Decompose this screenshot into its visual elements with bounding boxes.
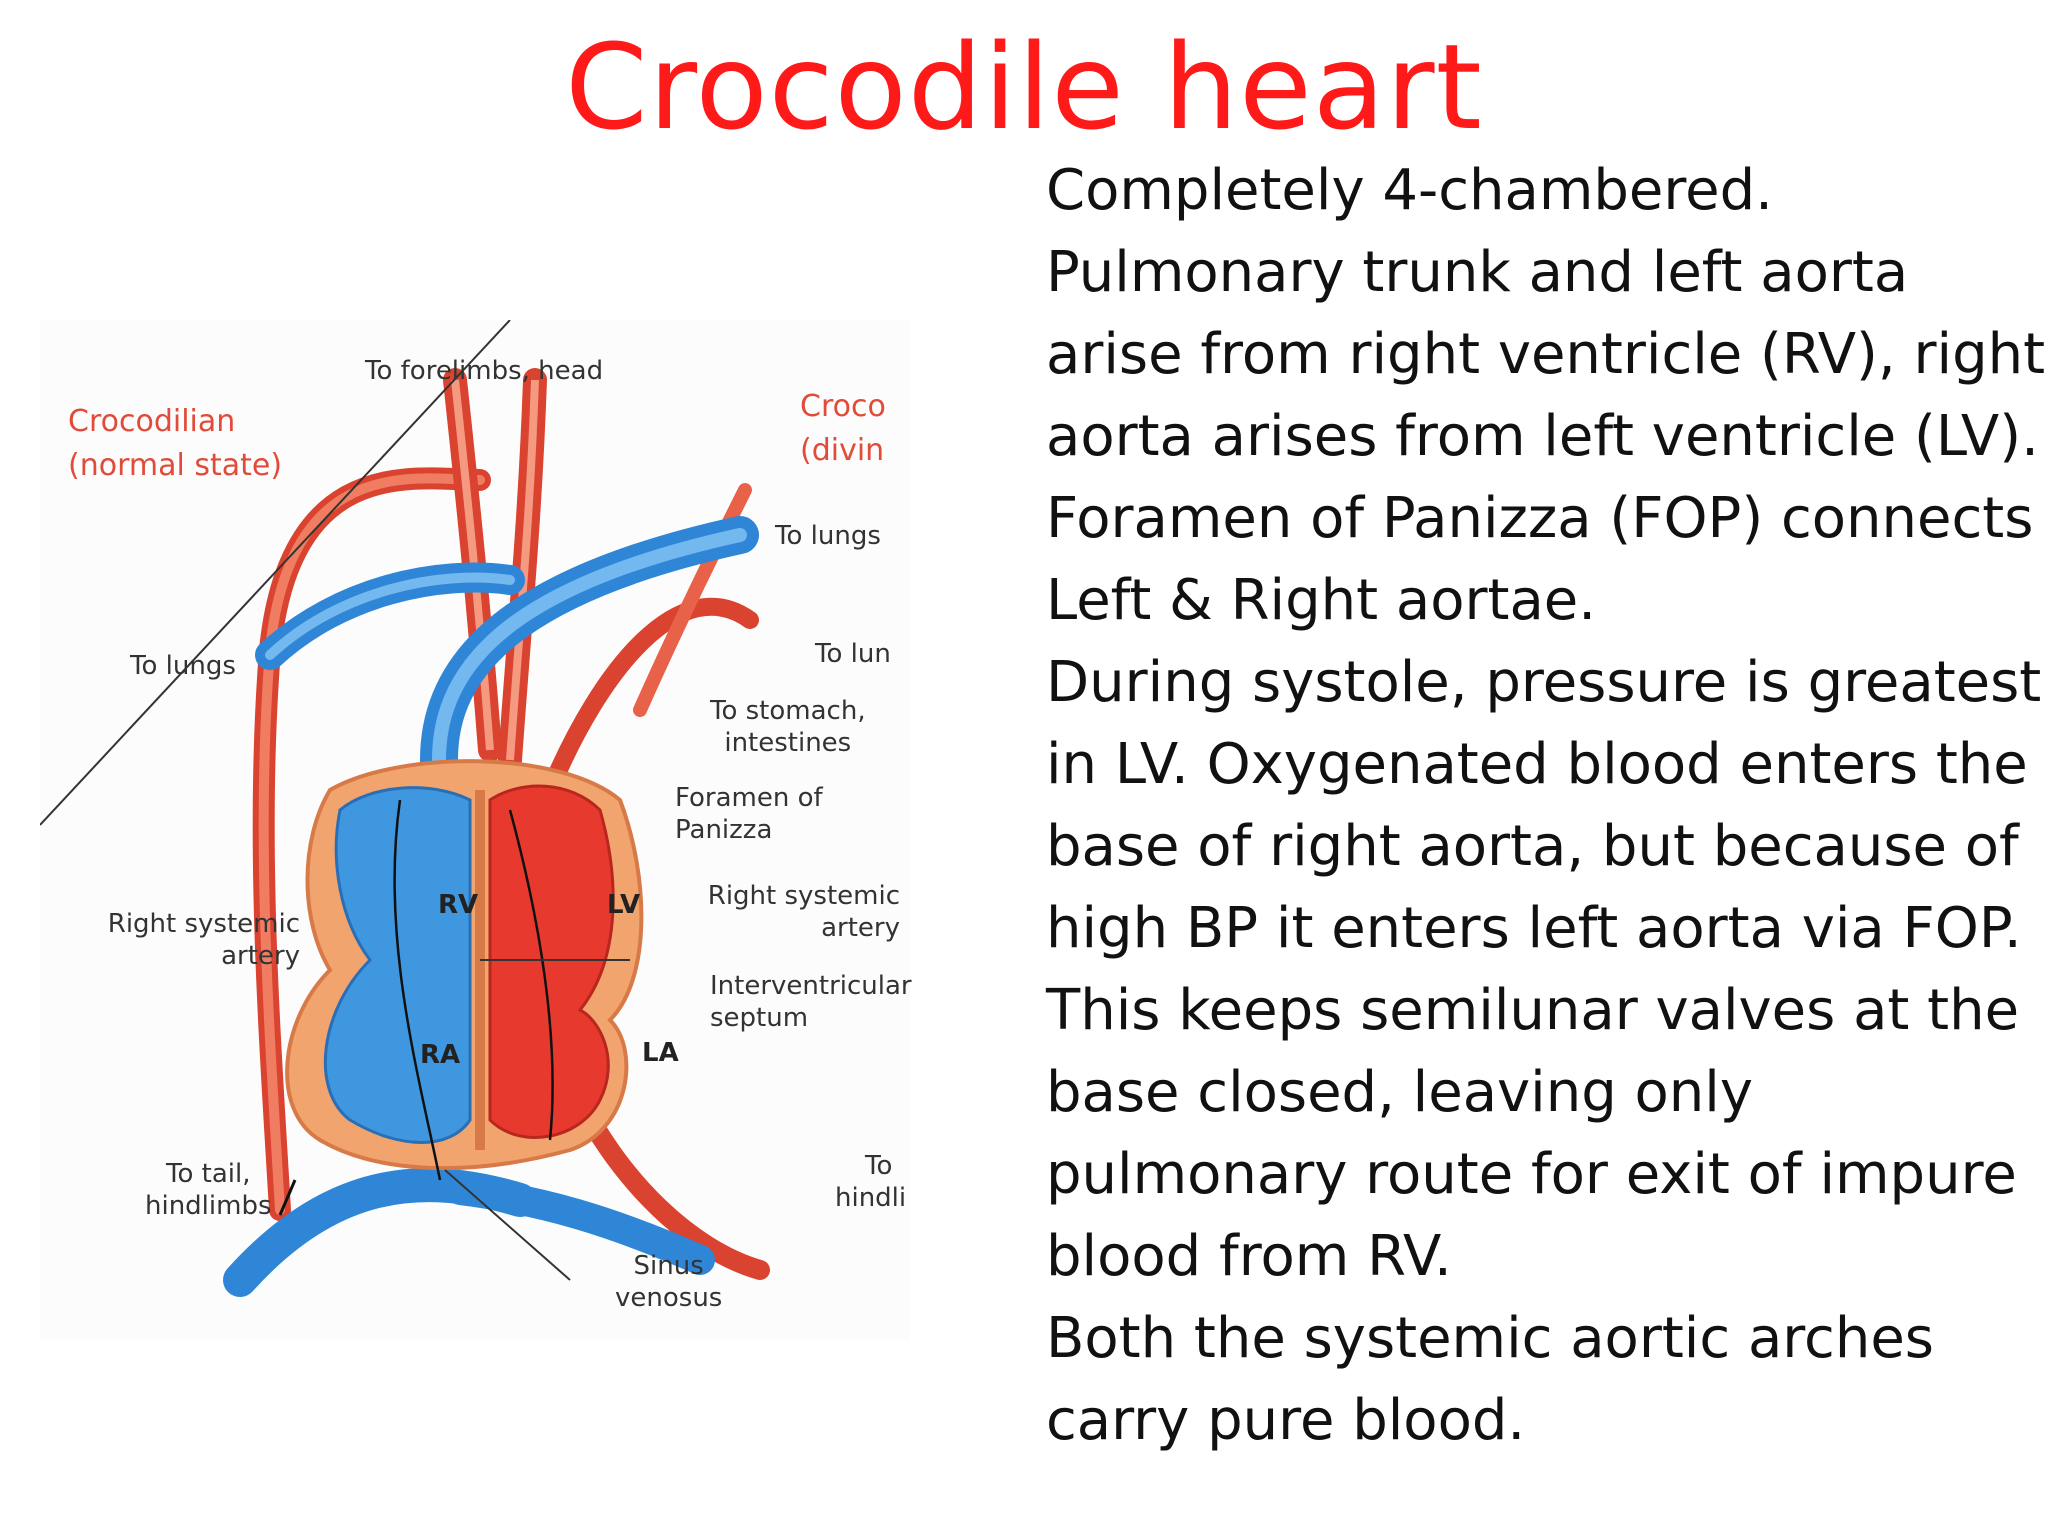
text-line: Foramen of Panizza (FOP) connects [1046,486,2034,551]
text-line: arise from right ventricle (RV), right [1046,322,2046,387]
label-crocodilian-normal [68,400,282,488]
description-text [1046,150,2046,1462]
slide-title: Crocodile heart [565,18,1483,156]
label-crocodilian-line2: (normal state) [68,448,283,483]
text-line: Left & Right aortae. [1046,568,1597,633]
label-foramen-line1: Foramen of [675,783,823,813]
crocodile-heart-diagram [40,320,910,1340]
text-line: pulmonary route for exit of impure [1046,1142,2017,1207]
text-line: in LV. Oxygenated blood enters the [1046,732,2028,797]
label-foramen-of-panizza [675,782,823,846]
label-to-lungs-left: To lungs [130,651,236,681]
text-line: high BP it enters left aorta via FOP. [1046,896,2022,961]
label-septum-line1: Interventricular [710,971,912,1001]
label-foramen-line2: Panizza [675,815,773,845]
label-right-systemic-right [700,880,900,944]
text-line: aorta arises from left ventricle (LV). [1046,404,2039,469]
label-rsa-left-line2: artery [221,941,300,971]
label-interventricular-septum [710,970,912,1034]
label-right-systemic-left [60,908,300,972]
label-to-stomach [710,695,866,759]
label-sinus-line1: Sinus [633,1251,704,1281]
label-to-hindlimbs-right [835,1150,906,1214]
label-to-hind-line2: hindli [835,1183,907,1213]
label-to-lungs-right: To lungs [775,521,881,551]
label-to-tail-line2: hindlimbs [145,1191,272,1221]
chamber-lv: LV [607,890,641,920]
label-to-lungs-far: To lun [815,639,891,669]
chamber-ra: RA [420,1040,461,1070]
label-rsa-right-line2: artery [821,913,900,943]
label-croco-line1: Croco [800,389,886,424]
text-line: base of right aorta, but because of [1046,814,2019,879]
label-sinus-venosus [615,1250,722,1314]
text-line: carry pure blood. [1046,1388,1526,1453]
label-to-tail-line1: To tail, [166,1159,251,1189]
chamber-la: LA [642,1038,679,1068]
text-line: base closed, leaving only [1046,1060,1753,1125]
label-to-tail-hindlimbs [145,1158,272,1222]
text-line: This keeps semilunar valves at the [1046,978,2020,1043]
label-rsa-right-line1: Right systemic [707,881,900,911]
text-line: Completely 4-chambered. [1046,158,1773,223]
label-to-stomach-line1: To stomach, [710,696,866,726]
label-sinus-line2: venosus [615,1283,723,1313]
text-line: Both the systemic aortic arches [1046,1306,1934,1371]
label-crocodilian-line1: Crocodilian [68,404,236,439]
text-line: During systole, pressure is greatest [1046,650,2042,715]
text-line: Pulmonary trunk and left aorta [1046,240,1909,305]
text-line: blood from RV. [1046,1224,1452,1289]
label-to-hind-line1: To [865,1151,893,1181]
label-crocodilian-diving [800,385,886,473]
label-to-stomach-line2: intestines [724,728,852,758]
label-to-forelimbs-head: To forelimbs, head [365,356,604,386]
chamber-rv: RV [438,890,479,920]
label-croco-line2: (divin [800,433,885,468]
label-septum-line2: septum [710,1003,809,1033]
label-rsa-left-line1: Right systemic [107,909,300,939]
